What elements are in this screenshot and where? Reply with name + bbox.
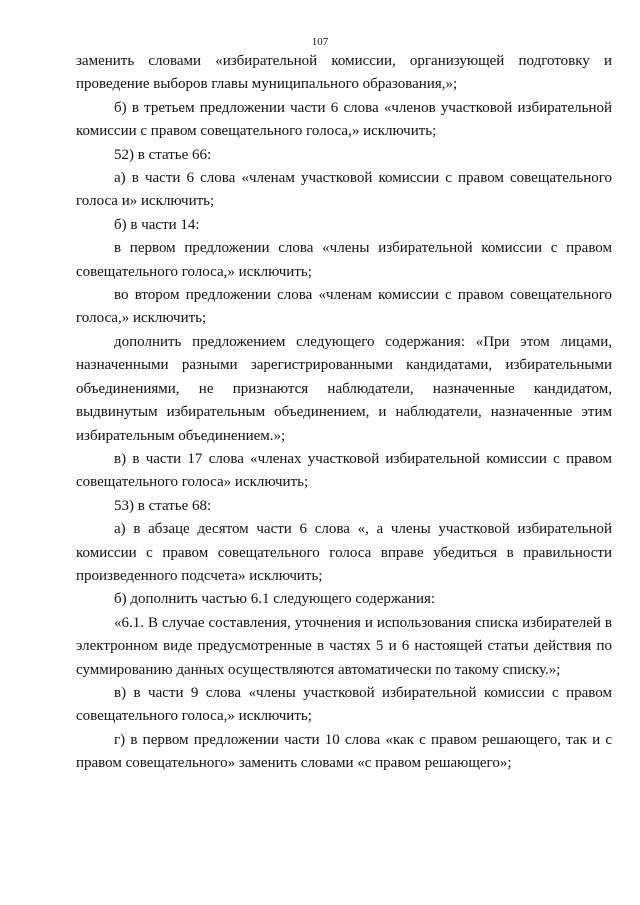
paragraph: 53) в статье 68:: [114, 497, 212, 514]
paragraph: в первом предложении слова «члены избирательной комиссии с правом совещательного голоса,» исключить;: [76, 240, 612, 280]
paragraph: дополнить предложением следующего содержания: «При этом лицами, назначенными разными зарегистрированными кандидатами, избирательными объединениями, не признаются наблюдатели, назначенные кандидатом, выдвинутым избирательным объединением, и наблюдатели, назначенные этим избирательным объединением.»;: [76, 333, 612, 444]
paragraph: «6.1. В случае составления, уточнения и использования списка избирателей в электронном виде предусмотренные в частях 5 и 6 настоящей статьи действия по суммированию данных осуществляются автоматически по такому списку.»;: [76, 614, 612, 678]
document-body: [76, 50, 612, 776]
paragraph: 52) в статье 66:: [114, 146, 212, 163]
paragraph: б) в третьем предложении части 6 слова «членов участковой избирательной комиссии с правом совещательного голоса,» исключить;: [76, 99, 612, 140]
paragraph: в) в части 9 слова «члены участковой избирательной комиссии с правом совещательного голоса,» исключить;: [76, 684, 612, 725]
page-number: 107: [311, 36, 329, 48]
paragraph: во втором предложении слова «членам комиссии с правом совещательного голоса,» исключить;: [76, 287, 612, 327]
paragraph: заменить словами «избирательной комиссии, организующей подготовку и проведение выборов главы муниципального образования,»;: [76, 53, 612, 93]
paragraph: а) в абзаце десятом части 6 слова «, а члены участковой избирательной комиссии с правом совещательного голоса вправе убедиться в правильности произведенного подсчета» исключить;: [76, 521, 612, 584]
paragraph: б) в части 14:: [114, 216, 200, 233]
paragraph: г) в первом предложении части 10 слова «как с правом решающего, так и с правом совещательного» заменить словами «с правом решающего»;: [76, 731, 612, 772]
paragraph: б) дополнить частью 6.1 следующего содержания:: [114, 591, 436, 608]
paragraph: в) в части 17 слова «членах участковой избирательной комиссии с правом совещательного голоса» исключить;: [76, 450, 612, 491]
paragraph: а) в части 6 слова «членам участковой комиссии с правом совещательного голоса и» исключить;: [76, 170, 612, 210]
